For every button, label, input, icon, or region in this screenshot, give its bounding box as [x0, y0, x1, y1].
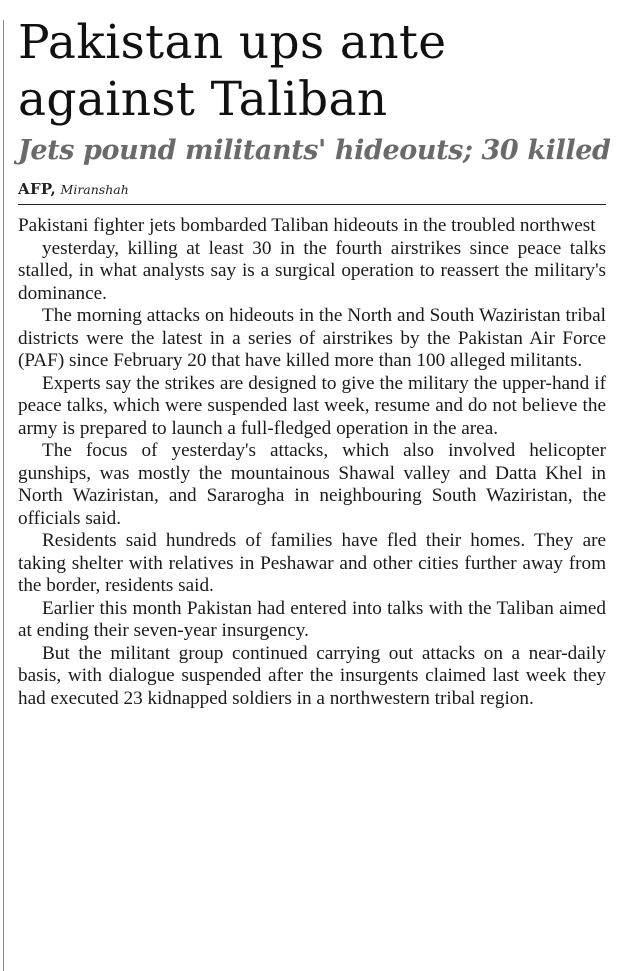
article-body [18, 215, 606, 710]
paragraph: Residents said hundreds of families have fled their homes. They are taking shelter with relatives in Peshawar and other cities further away from the border, residents said. [18, 530, 606, 596]
paragraph: The morning attacks on hideouts in the North and South Waziristan tribal districts were the latest in a series of airstrikes by the Pakistan Air Force (PAF) since February 20 that have killed more than 100 alleged militants. [18, 305, 606, 371]
subheadline: Jets pound militants' hideouts; 30 killed [18, 135, 611, 166]
headline [18, 14, 606, 128]
byline-divider [18, 204, 606, 205]
byline-agency: AFP, [18, 180, 57, 198]
paragraph: But the militant group continued carrying out attacks on a near-daily basis, with dialogue suspended after the insurgents claimed last week they had executed 23 kidnapped soldiers in a northwestern tribal region. [18, 642, 606, 709]
headline-line-1: Pakistan ups ante [18, 15, 447, 70]
paragraph: The focus of yesterday's attacks, which also involved helicopter gunships, was mostly the mountainous Shawal valley and Datta Khel in North Waziristan, and Sararogha in neighbouring South Waziristan, the officials said. [18, 440, 606, 529]
news-article [18, 14, 611, 710]
byline-location: Miranshah [60, 182, 129, 197]
headline-line-2: against Taliban [18, 72, 388, 127]
paragraph: Experts say the strikes are designed to give the military the upper-hand if peace talks, which were suspended last week, resume and do not believe the army is prepared to launch a full-fledged operation in the area. [18, 372, 606, 439]
byline [18, 180, 606, 199]
paragraph: Pakistani fighter jets bombarded Taliban hideouts in the troubled northwest [18, 215, 596, 236]
column-rule [3, 20, 4, 971]
paragraph: Earlier this month Pakistan had entered into talks with the Taliban aimed at ending their seven-year insurgency. [18, 597, 606, 641]
paragraph: yesterday, killing at least 30 in the fourth airstrikes since peace talks stalled, in what analysts say is a surgical operation to reassert the military's dominance. [18, 237, 606, 304]
